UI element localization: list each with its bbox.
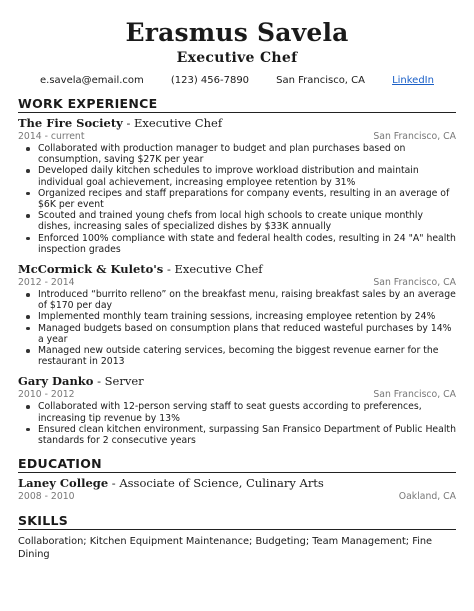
job-company: McCormick & Kuleto's xyxy=(18,262,164,277)
job-role: Executive Chef xyxy=(174,262,263,277)
job-separator: - xyxy=(97,374,105,389)
job-separator: - xyxy=(166,262,175,277)
experience-heading: WORK EXPERIENCE xyxy=(18,96,456,113)
candidate-title: Executive Chef xyxy=(176,50,298,66)
job-meta xyxy=(18,277,456,289)
job-location: San Francisco, CA xyxy=(373,131,456,142)
job-meta xyxy=(18,131,456,143)
degree-name: Associate of Science, Culinary Arts xyxy=(119,476,324,491)
education-separator: - xyxy=(111,476,120,491)
job-role: Server xyxy=(104,374,144,389)
skills-list: Collaboration; Kitchen Equipment Maintenance; Budgeting; Team Management; Fine Dining xyxy=(18,536,433,561)
skills-heading: SKILLS xyxy=(18,513,456,530)
bullet-item: Managed budgets based on consumption plans that reduced wasteful purchases by 14% a year xyxy=(36,323,456,345)
education-location: Oakland, CA xyxy=(398,491,456,503)
education-entry xyxy=(18,476,456,503)
linkedin-link[interactable]: LinkedIn xyxy=(392,75,434,86)
job-entry xyxy=(18,374,456,446)
job-bullets xyxy=(18,289,456,367)
bullet-item: Organized recipes and staff preparations for company events, resulting in an average of $6K per event xyxy=(36,188,456,210)
bullet-item: Enforced 100% compliance with state and federal health codes, resulting in 24 "A" health inspection grades xyxy=(38,232,456,255)
education-section xyxy=(18,456,456,503)
job-entry xyxy=(18,116,456,255)
job-dates: 2014 - current xyxy=(18,131,85,142)
email-text: e.savela@email.com xyxy=(40,75,144,86)
bullet-item: Implemented monthly team training sessions, increasing employee retention by 24% xyxy=(36,311,456,322)
bullet-item: Developed daily kitchen schedules to improve workload distribution and maintain individual goal achievement, increasing employee retention by 31% xyxy=(36,165,456,187)
candidate-name: Erasmus Savela xyxy=(125,18,349,47)
job-header xyxy=(18,262,456,277)
bullet-item: Scouted and trained young chefs from local high schools to create unique monthly dishes, increasing sales of specialized dishes by $33K annually xyxy=(36,210,456,232)
job-dates: 2012 - 2014 xyxy=(18,277,75,289)
phone-text: (123) 456-7890 xyxy=(170,75,250,86)
contact-row xyxy=(18,74,456,88)
experience-section xyxy=(18,96,456,446)
job-location: San Francisco, CA xyxy=(373,277,456,289)
job-separator: - xyxy=(126,116,135,130)
education-dates: 2008 - 2010 xyxy=(18,491,75,503)
skills-section xyxy=(18,513,456,561)
bullet-item: Managed new outside catering services, becoming the biggest revenue earner for the restaurant in 2013 xyxy=(36,345,456,367)
bullet-item: Ensured clean kitchen environment, surpassing San Fransico Department of Public Health standards for 2 consecutive years xyxy=(38,423,456,447)
job-company: The Fire Society xyxy=(18,116,123,130)
job-meta xyxy=(18,389,456,401)
job-bullets xyxy=(18,401,456,446)
education-heading: EDUCATION xyxy=(18,456,456,473)
bullet-item: Introduced “burrito relleno” on the breakfast menu, raising breakfast sales by an average of $170 per day xyxy=(38,289,456,312)
education-header xyxy=(18,476,456,491)
school-name: Laney College xyxy=(18,476,109,491)
job-dates: 2010 - 2012 xyxy=(18,389,75,401)
education-meta xyxy=(18,491,456,503)
job-company: Gary Danko xyxy=(18,374,94,389)
job-entry xyxy=(18,262,456,367)
bullet-item: Collaborated with production manager to budget and plan purchases based on consumption, saving $27K per year xyxy=(36,143,456,165)
job-location: San Francisco, CA xyxy=(373,389,456,401)
bullet-item: Collaborated with 12-person serving staff to seat guests according to preferences, increasing tip revenue by 13% xyxy=(36,401,456,423)
job-header xyxy=(18,116,456,131)
job-role: Executive Chef xyxy=(134,116,223,130)
job-header xyxy=(18,374,456,389)
location-text: San Francisco, CA xyxy=(276,75,365,86)
job-bullets xyxy=(18,143,456,255)
